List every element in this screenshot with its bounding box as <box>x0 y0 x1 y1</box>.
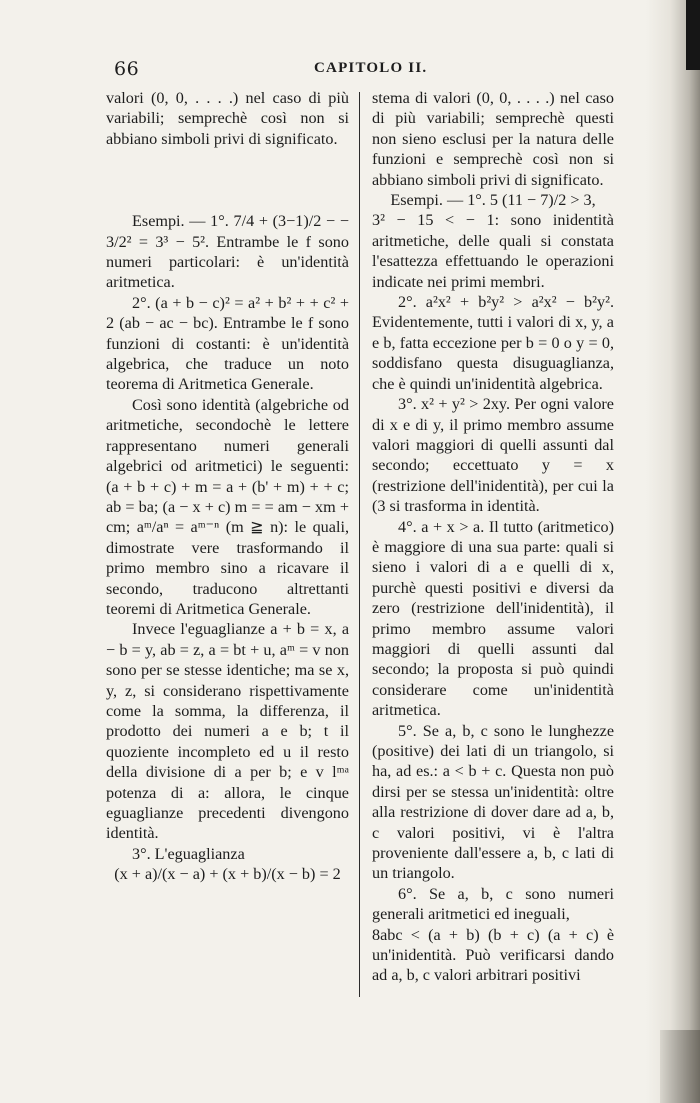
book-spine-shadow <box>646 0 700 1103</box>
left-column <box>106 88 349 885</box>
column-divider <box>359 92 360 997</box>
page-header <box>114 58 614 82</box>
spine-bottom-shadow <box>660 1030 700 1103</box>
left-paragraph-example-1: Esempi. — 1°. 7/4 + (3−1)/2 − − 3/2² = 3³ − 5². Entrambe le f sono numeri particolari: è un'identità aritmetica. <box>106 212 349 292</box>
left-paragraph-example-3: 3°. L'eguaglianza <box>132 844 245 863</box>
left-paragraph-example-2: 2°. (a + b − c)² = a² + b² + + c² + 2 (ab − ac − bc). Entrambe le f sono funzioni di costanti: è un'identità algebrica, che traduce un noto teorema di Aritmetica Generale. <box>106 293 349 394</box>
left-paragraph-equalities: Invece l'eguaglianze a + b = x, a − b = y, ab = z, a = bt + u, aᵐ = v non sono per se stesse identiche; ma se x, y, z, si considerano rispettivamente come la somma, la differenza, il prodotto dei numeri a e b; t il quoziente incompleto ed u il resto della divisione di a per b; e v lᵐᵃ potenza di a: allora, le cinque eguaglianze precedenti divengono identità. <box>106 620 349 843</box>
right-paragraph-continuation: stema di valori (0, 0, . . . .) nel caso di più variabili; semprechè questi non sieno esclusi per la natura delle funzioni e semprechè così non si abbiano simboli privi di significato. <box>372 89 614 189</box>
left-paragraph-identities: Così sono identità (algebriche od aritmetiche, secondochè le lettere rappresentano numeri generali algebrici od aritmetici) le seguenti: (a + b + c) + m = a + (b' + m) + + c; ab = ba; (a − x + c) m = = am − xm + cm; aᵐ/aⁿ = aᵐ⁻ⁿ (m ≧ n): le quali, dimostrate vere trasformando il primo membro sino a ricavare il secondo, traducono altrettanti teoremi di Aritmetica Generale. <box>106 395 349 618</box>
spine-edge-mark <box>686 0 700 70</box>
right-paragraph-example-4: 4°. a + x > a. Il tutto (aritmetico) è maggiore di una sua parte: quali si sieno i valori di a e quelli di x, purchè questi positivi e diversi da zero (restrizione dell'inidentità), il primo membro assume valori maggiori di quelli assunti dal secondo; la proposta si può quindi considerare come un'inidentità aritmetica. <box>372 517 614 720</box>
right-example-heading: Esempi. — 1°. 5 (11 − 7)/2 > 3, <box>390 191 596 210</box>
right-paragraph-example-3: 3°. x² + y² > 2xy. Per ogni valore di x e di y, il primo membro assume valori maggiori di quelli assunti dal secondo; eccettuato y = x (restrizione dell'inidentità), per cui la (3 si trasforma in identità. <box>372 395 614 516</box>
left-paragraph-continuation: valori (0, 0, . . . .) nel caso di più variabili; semprechè così non si abbiano simboli privi di significato. <box>106 89 349 148</box>
spacer <box>106 149 349 211</box>
right-paragraph-example-6: 6°. Se a, b, c sono numeri generali aritmetici ed ineguali, <box>372 884 614 924</box>
right-column <box>372 88 614 986</box>
right-paragraph-example-6-cont: 8abc < (a + b) (b + c) (a + c) è un'inidentità. Può verificarsi dando ad a, b, c valori arbitrari positivi <box>372 925 614 985</box>
page-number: 66 <box>114 58 140 80</box>
right-paragraph-example-1: 3² − 15 < − 1: sono inidentità aritmetiche, delle quali si constata l'esattezza effettuando le operazioni indicate nei primi membri. <box>372 211 614 291</box>
right-paragraph-example-5: 5°. Se a, b, c sono le lunghezze (positive) dei lati di un triangolo, si ha, ad es.: a < b + c. Questa non può dirsi per se stessa un'inidentità: oltre alla restrizione di dover dare ad a, b, c valori positivi, vi è l'altra proveniente dall'essere a, b, c lati di un triangolo. <box>372 721 614 883</box>
right-paragraph-example-2: 2°. a²x² + b²y² > a²x² − b²y². Evidentemente, tutti i valori di x, y, a e b, fatta eccezione per b = 0 o y = 0, soddisfano questa disuguaglianza, che è quindi un'inidentità algebrica. <box>372 293 614 393</box>
running-title: CAPITOLO II. <box>314 60 428 76</box>
left-formula: (x + a)/(x − a) + (x + b)/(x − b) = 2 <box>114 865 341 884</box>
